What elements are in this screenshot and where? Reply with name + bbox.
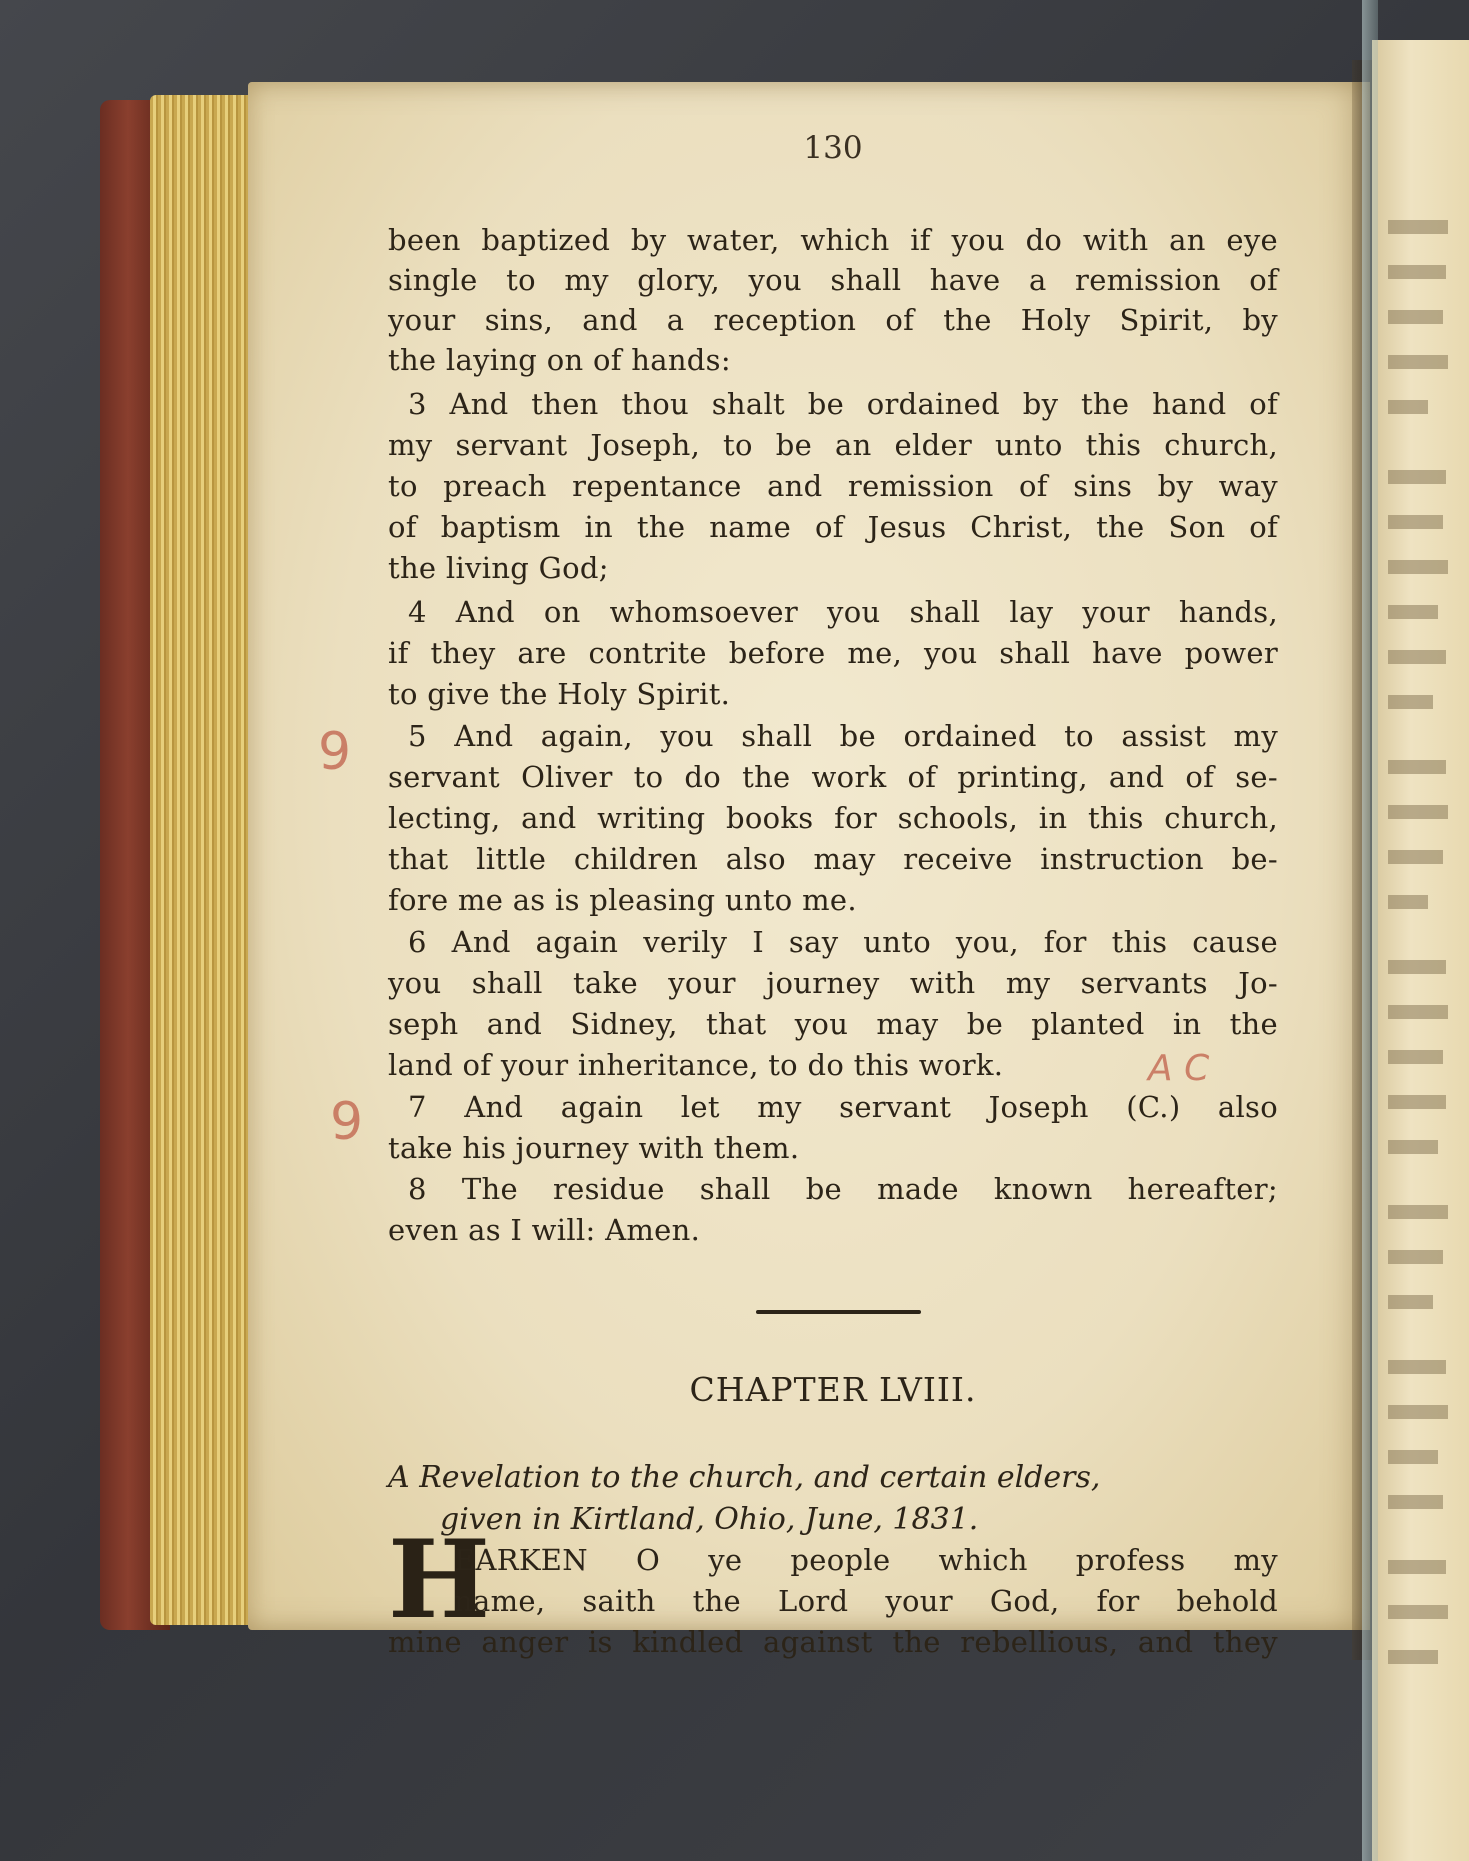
chapter-summary-line: given in Kirtland, Ohio, June, 1831. (440, 1502, 979, 1537)
margin-annotation: 9 (318, 722, 352, 782)
facing-page-line (1388, 605, 1438, 619)
facing-page-line (1388, 1360, 1446, 1374)
glass-plate-edge (1362, 0, 1378, 1861)
text-line: servant Oliver to do the work of printing, and of se- (388, 760, 1278, 794)
facing-page-line (1388, 515, 1443, 529)
chapter-summary-line: A Revelation to the church, and certain elders, (388, 1460, 1101, 1495)
facing-page (1372, 40, 1469, 1861)
text-line: that little children also may receive instruction be- (388, 842, 1278, 876)
text-line: land of your inheritance, to do this work. (388, 1048, 1004, 1082)
facing-page-line (1388, 1450, 1438, 1464)
text-line: to give the Holy Spirit. (388, 677, 731, 711)
facing-page-line (1388, 310, 1443, 324)
text-line: 5 And again, you shall be ordained to assist my (408, 719, 1278, 753)
page-edges (150, 95, 250, 1625)
chapter-heading: CHAPTER LVIII. (689, 1370, 977, 1409)
facing-page-line (1388, 265, 1446, 279)
facing-page-line (1388, 1005, 1448, 1019)
margin-annotation: 9 (330, 1092, 364, 1152)
text-line: 3 And then thou shalt be ordained by the hand of (408, 387, 1278, 421)
drop-cap: H (388, 1517, 491, 1643)
facing-page-line (1388, 895, 1428, 909)
text-line: 7 And again let my servant Joseph (C.) also (408, 1090, 1278, 1124)
facing-page-line (1388, 805, 1448, 819)
text-line: the laying on of hands: (388, 343, 731, 377)
facing-page-line (1388, 1560, 1446, 1574)
section-rule (756, 1310, 921, 1314)
facing-page-line (1388, 850, 1443, 864)
facing-page-line (1388, 220, 1448, 234)
facing-page-line (1388, 1295, 1433, 1309)
facing-page-line (1388, 760, 1446, 774)
text-line: mine anger is kindled against the rebellious, and they (388, 1625, 1278, 1659)
text-line: seph and Sidney, that you may be planted in the (388, 1007, 1278, 1041)
page-number: 130 (803, 130, 863, 166)
facing-page-line (1388, 1650, 1438, 1664)
facing-page-line (1388, 960, 1446, 974)
text-line: to preach repentance and remission of sins by way (388, 469, 1278, 503)
text-line: single to my glory, you shall have a remission of (388, 263, 1278, 297)
facing-page-line (1388, 1405, 1448, 1419)
text-line: the living God; (388, 551, 609, 585)
text-line: 4 And on whomsoever you shall lay your hands, (408, 595, 1278, 629)
text-line: my servant Joseph, to be an elder unto this church, (388, 428, 1278, 462)
margin-annotation: A C (1148, 1048, 1210, 1089)
facing-page-line (1388, 650, 1446, 664)
text-line: your sins, and a reception of the Holy Spirit, by (388, 303, 1278, 337)
facing-page-line (1388, 1250, 1443, 1264)
facing-page-line (1388, 355, 1448, 369)
facing-page-line (1388, 470, 1446, 484)
facing-page-line (1388, 1140, 1438, 1154)
text-line: 6 And again verily I say unto you, for this cause (408, 925, 1278, 959)
text-line: you shall take your journey with my servants Jo- (388, 966, 1278, 1000)
text-line: of baptism in the name of Jesus Christ, the Son of (388, 510, 1278, 544)
text-line: if they are contrite before me, you shall have power (388, 636, 1278, 670)
text-line: fore me as is pleasing unto me. (388, 883, 857, 917)
text-line: lecting, and writing books for schools, in this church, (388, 801, 1278, 835)
text-line: 8 The residue shall be made known hereafter; (408, 1172, 1278, 1206)
facing-page-line (1388, 695, 1433, 709)
text-line: EARKEN O ye people which profess my (454, 1543, 1278, 1577)
text-line: even as I will: Amen. (388, 1213, 701, 1247)
text-line: name, saith the Lord your God, for behold (454, 1584, 1278, 1618)
facing-page-line (1388, 1495, 1443, 1509)
facing-page-line (1388, 560, 1448, 574)
facing-page-line (1388, 1050, 1443, 1064)
text-line: been baptized by water, which if you do with an eye (388, 223, 1278, 257)
facing-page-line (1388, 1605, 1448, 1619)
facing-page-line (1388, 1095, 1446, 1109)
text-line: take his journey with them. (388, 1131, 800, 1165)
facing-page-line (1388, 400, 1428, 414)
facing-page-line (1388, 1205, 1448, 1219)
